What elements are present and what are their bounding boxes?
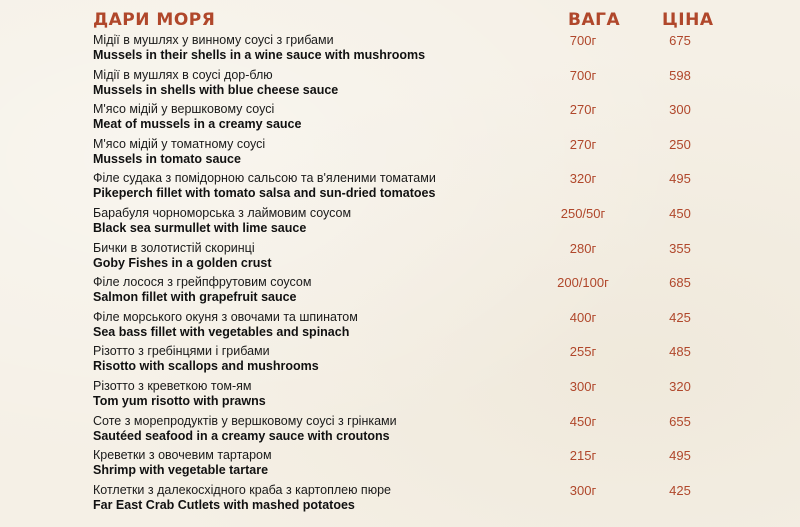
dish-name-en: Shrimp with vegetable tartare <box>93 463 269 478</box>
dish-name-ua: Філе морського окуня з овочами та шпинатом <box>93 309 358 324</box>
menu-item <box>0 241 800 276</box>
dish-weight: 255г <box>569 344 597 360</box>
menu-item <box>0 483 800 518</box>
dish-name-ua: Бички в золотистій скоринці <box>93 240 255 255</box>
dish-name-ua: М'ясо мідій у томатному соусі <box>93 136 266 151</box>
dish-weight: 700г <box>569 33 597 48</box>
dish-weight: 270г <box>569 136 597 152</box>
dish-name-en: Risotto with scallops and mushrooms <box>93 359 319 374</box>
weight-column-header: ВАГА <box>568 10 621 30</box>
dish-price: 300 <box>669 102 691 118</box>
dish-name-en: Tom yum risotto with prawns <box>93 393 266 408</box>
dish-weight: 700г <box>569 67 597 83</box>
dish-weight: 320г <box>569 171 597 187</box>
dish-price: 675 <box>669 33 691 48</box>
price-column-header: ЦІНА <box>662 10 714 30</box>
dish-weight: 450г <box>569 413 597 429</box>
dish-weight: 270г <box>569 102 597 118</box>
dish-name-ua: М'ясо мідій у вершковому соусі <box>93 102 275 117</box>
dish-name-en: Far East Crab Cutlets with mashed potatoes <box>93 497 355 512</box>
dish-weight: 200/100г <box>557 275 609 291</box>
menu-item <box>0 275 800 310</box>
menu-item <box>0 448 800 483</box>
section-title: ДАРИ МОРЯ <box>93 10 216 30</box>
menu-item <box>0 206 800 241</box>
menu-item <box>0 33 800 68</box>
dish-name-en: Salmon fillet with grapefruit sauce <box>93 290 297 305</box>
dish-name-ua: Філе лосося з грейпфрутовим соусом <box>93 275 312 290</box>
dish-price: 655 <box>669 413 691 429</box>
dish-price: 450 <box>669 205 691 221</box>
dish-name-ua: Мідії в мушлях в соусі дор-блю <box>93 67 273 82</box>
dish-weight: 215г <box>569 448 597 464</box>
dish-name-en: Goby Fishes in a golden crust <box>93 255 272 270</box>
dish-name-en: Sautéed seafood in a creamy sauce with croutons <box>93 428 390 443</box>
dish-weight: 250/50г <box>560 205 606 221</box>
menu-item <box>0 68 800 103</box>
menu-list <box>0 33 800 517</box>
dish-price: 485 <box>669 344 691 360</box>
dish-weight: 300г <box>569 482 597 498</box>
menu-header <box>0 10 800 32</box>
dish-name-en: Black sea surmullet with lime sauce <box>93 220 307 235</box>
dish-price: 495 <box>669 448 691 464</box>
dish-name-en: Mussels in shells with blue cheese sauce <box>93 82 339 97</box>
menu-item <box>0 310 800 345</box>
dish-name-en: Mussels in tomato sauce <box>93 151 241 166</box>
dish-price: 250 <box>669 136 691 152</box>
dish-name-en: Meat of mussels in a creamy sauce <box>93 117 302 132</box>
dish-name-ua: Різотто з креветкою том-ям <box>93 378 252 393</box>
dish-name-ua: Соте з морепродуктів у вершковому соусі з грінками <box>93 413 397 428</box>
dish-weight: 400г <box>569 309 597 325</box>
dish-name-ua: Філе судака з помідорною сальсою та в'яленими томатами <box>93 171 436 186</box>
dish-name-en: Pikeperch fillet with tomato salsa and sun-dried tomatoes <box>93 186 436 201</box>
dish-price: 598 <box>669 67 691 83</box>
dish-name-ua: Креветки з овочевим тартаром <box>93 448 272 463</box>
menu-item <box>0 379 800 414</box>
dish-name-en: Mussels in their shells in a wine sauce with mushrooms <box>93 48 426 62</box>
dish-price: 685 <box>669 275 691 291</box>
dish-price: 425 <box>669 309 691 325</box>
menu-item <box>0 344 800 379</box>
menu-item <box>0 102 800 137</box>
menu-item <box>0 137 800 172</box>
menu-item <box>0 414 800 449</box>
dish-price: 320 <box>669 378 691 394</box>
dish-name-ua: Котлетки з далекосхідного краба з картоплею пюре <box>93 482 391 497</box>
dish-name-ua: Барабуля чорноморська з лаймовим соусом <box>93 205 352 220</box>
dish-price: 425 <box>669 482 691 498</box>
dish-weight: 280г <box>569 240 597 256</box>
menu-item <box>0 171 800 206</box>
dish-name-ua: Мідії в мушлях у винному соусі з грибами <box>93 33 334 47</box>
dish-weight: 300г <box>569 378 597 394</box>
dish-name-en: Sea bass fillet with vegetables and spinach <box>93 324 350 339</box>
dish-name-ua: Різотто з гребінцями і грибами <box>93 344 270 359</box>
dish-price: 355 <box>669 240 691 256</box>
dish-price: 495 <box>669 171 691 187</box>
